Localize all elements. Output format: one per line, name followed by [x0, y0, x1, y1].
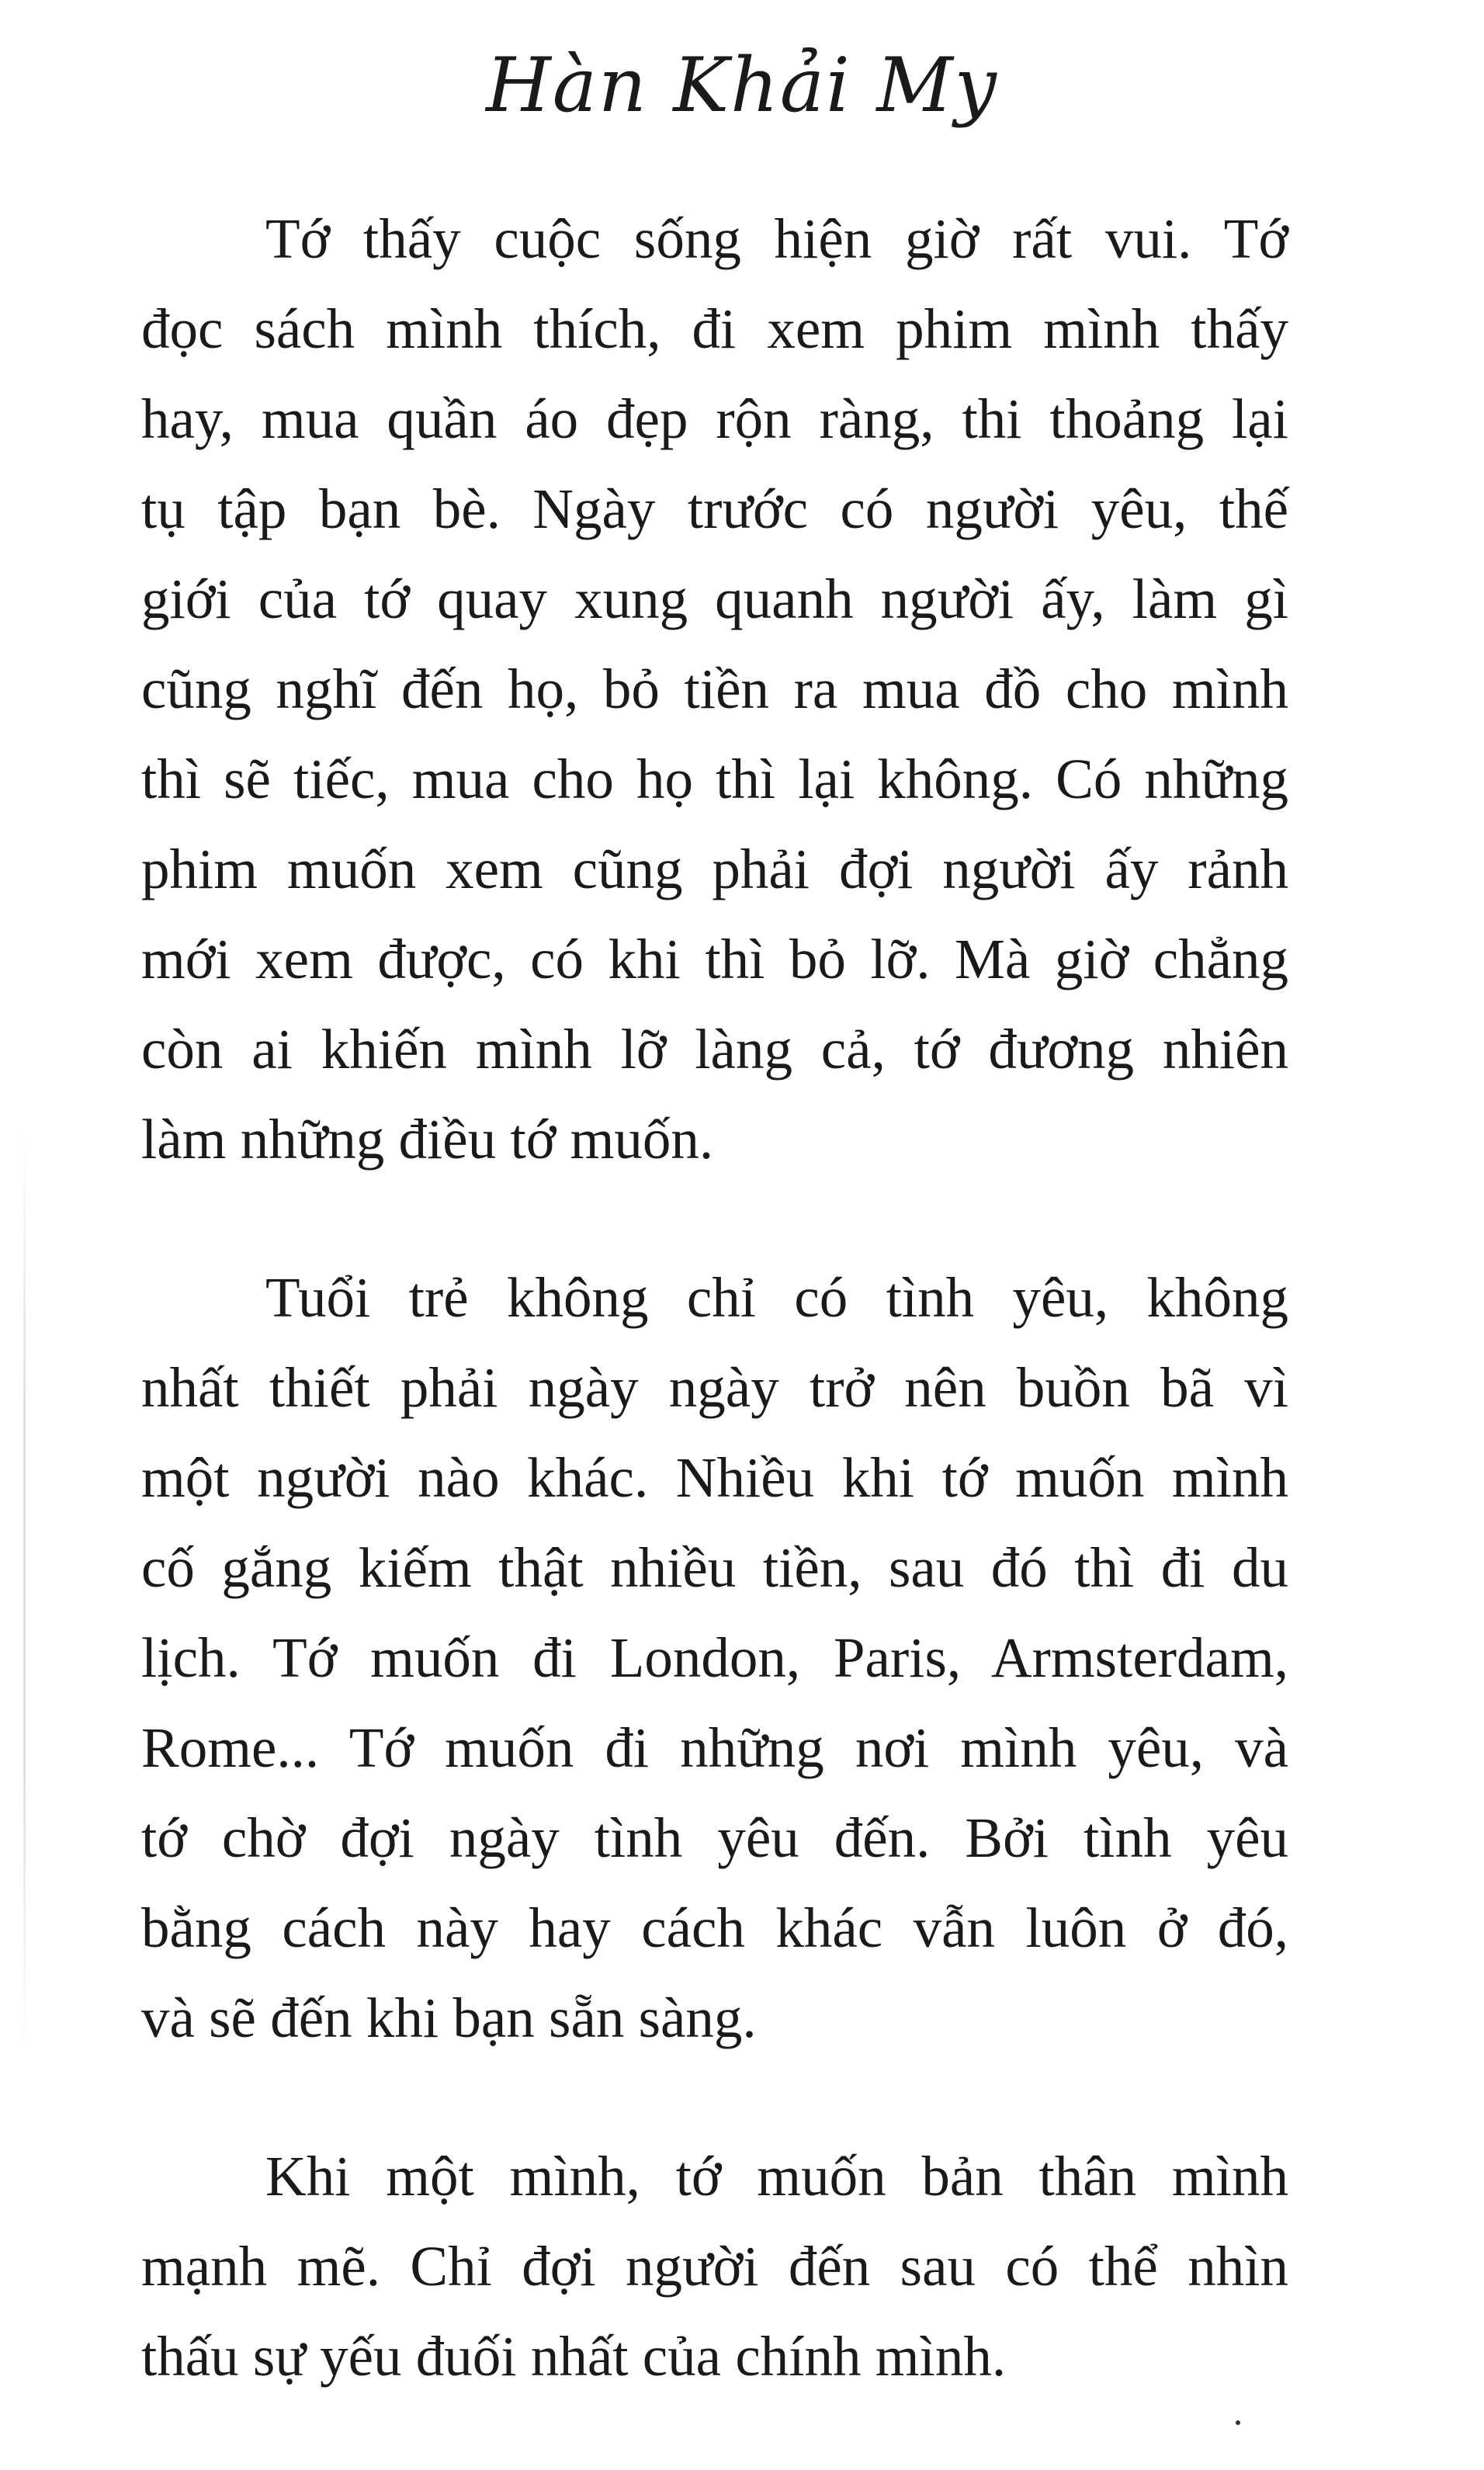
text-line: phim muốn xem cũng phải đợi người ấy rảnh: [141, 838, 1288, 900]
text-line: một người nào khác. Nhiều khi tớ muốn mình: [141, 1446, 1288, 1509]
text-line: và sẽ đến khi bạn sẵn sàng.: [141, 1986, 757, 2049]
paragraph-3: [141, 2132, 1288, 2402]
body-text: [141, 194, 1288, 2470]
text-line: mới xem được, có khi thì bỏ lỡ. Mà giờ chẳng: [141, 928, 1288, 990]
scan-dot-mark: [1236, 2420, 1240, 2425]
text-line: bằng cách này hay cách khác vẫn luôn ở đó,: [141, 1896, 1288, 1959]
text-line: nhất thiết phải ngày ngày trở nên buồn bã vì: [141, 1356, 1288, 1419]
text-line: Rome... Tớ muốn đi những nơi mình yêu, và: [141, 1716, 1288, 1779]
text-line: hay, mua quần áo đẹp rộn ràng, thi thoảng lại: [141, 387, 1288, 450]
text-line: lịch. Tớ muốn đi London, Paris, Armsterdam,: [141, 1626, 1288, 1689]
text-line: cố gắng kiếm thật nhiều tiền, sau đó thì đi du: [141, 1536, 1288, 1599]
scan-margin-shadow: [23, 1126, 26, 2057]
text-line: giới của tớ quay xung quanh người ấy, làm gì: [141, 567, 1288, 630]
text-line: tớ chờ đợi ngày tình yêu đến. Bởi tình yêu: [141, 1806, 1288, 1869]
paragraph-1: [141, 194, 1288, 1185]
text-line: làm những điều tớ muốn.: [141, 1108, 714, 1171]
text-line: đọc sách mình thích, đi xem phim mình thấy: [141, 297, 1288, 360]
text-line: tụ tập bạn bè. Ngày trước có người yêu, thế: [141, 477, 1288, 540]
text-line: còn ai khiến mình lỡ làng cả, tớ đương nhiên: [141, 1018, 1288, 1081]
text-line: mạnh mẽ. Chỉ đợi người đến sau có thể nhìn: [141, 2235, 1288, 2298]
page-header-author: Hàn Khải My: [486, 42, 998, 129]
text-line: Tớ thấy cuộc sống hiện giờ rất vui. Tớ: [265, 207, 1288, 270]
text-line: thấu sự yếu đuối nhất của chính mình.: [141, 2325, 1007, 2388]
text-line: Tuổi trẻ không chỉ có tình yêu, không: [265, 1266, 1288, 1329]
text-line: thì sẽ tiếc, mua cho họ thì lại không. Có những: [141, 748, 1288, 810]
text-line: Khi một mình, tớ muốn bản thân mình: [265, 2145, 1288, 2208]
text-line: cũng nghĩ đến họ, bỏ tiền ra mua đồ cho mình: [141, 657, 1288, 720]
paragraph-2: [141, 1253, 1288, 2063]
